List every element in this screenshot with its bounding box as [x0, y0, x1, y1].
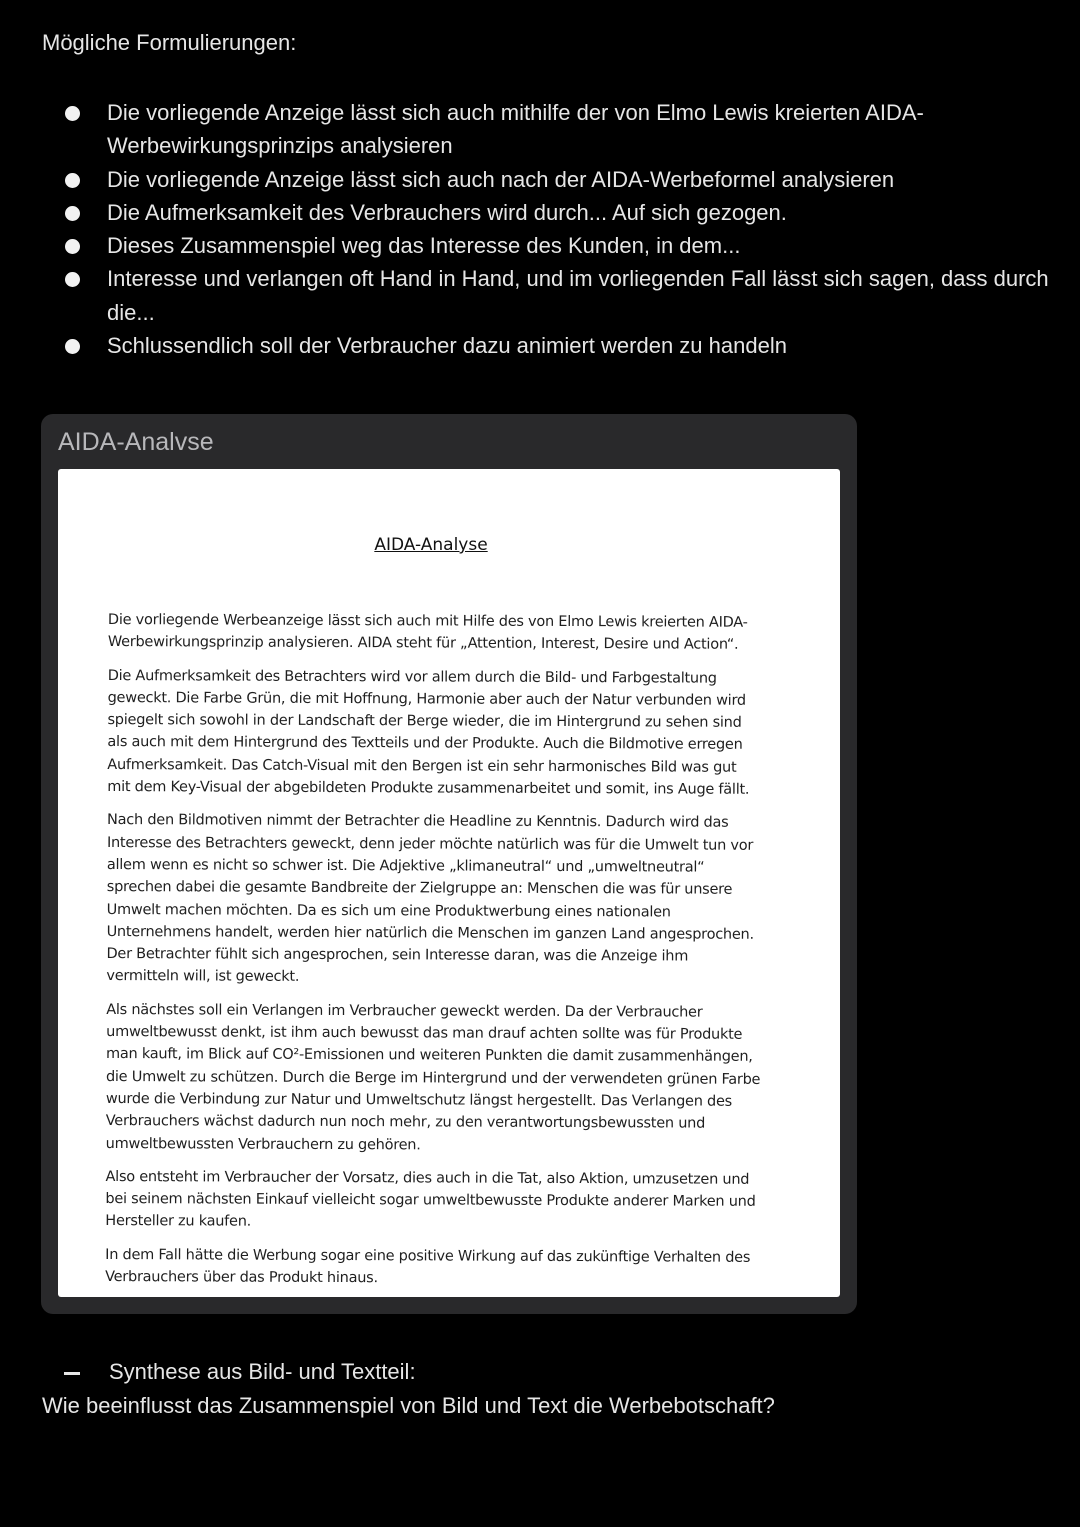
list-item-text: Die vorliegende Anzeige lässt sich auch nach der AIDA-Werbeformel analysieren [107, 166, 895, 192]
synthesis-question: Wie beeinflusst das Zusammenspiel von Bild und Text die Werbebotschaft? [42, 1393, 775, 1418]
list-item [60, 163, 1050, 196]
bullet-icon [65, 339, 80, 354]
document-paragraph: In dem Fall hätte die Werbung sogar eine positive Wirkung auf das zukünftige Verhalten des Verbrauchers über das Produkt hinaus. [105, 1246, 751, 1287]
attachment-title: AIDA-Analvse [58, 428, 214, 456]
formulation-list [60, 96, 1050, 362]
list-item-text: Die Aufmerksamkeit des Verbrauchers wird durch... Auf sich gezogen. [107, 199, 787, 225]
bullet-icon [65, 239, 80, 254]
document-paragraph: Also entsteht im Verbraucher der Vorsatz, dies auch in die Tat, also Aktion, umzusetzen und bei seinem nächsten Einkauf vielleicht sogar umweltbewusste Produkte anderer Marken und Hersteller zu kaufen. [105, 1168, 756, 1231]
list-item-text: Schlussendlich soll der Verbraucher dazu animiert werden zu handeln [107, 333, 787, 359]
bullet-icon [65, 173, 80, 188]
list-item [60, 96, 1050, 163]
list-item [60, 329, 1050, 362]
attachment-card[interactable] [41, 414, 857, 1314]
list-item [60, 196, 1050, 229]
document-title: AIDA-Analyse [374, 535, 488, 555]
document-paragraph: Nach den Bildmotiven nimmt der Betrachter die Headline zu Kenntnis. Dadurch wird das Interesse des Betrachters geweckt, denn jeder möchte natürlich was für die Umwelt tun vor allem wenn es nicht so schwer ist. Die Adjektive „klimaneutral“ und „umweltneutral“ sprechen dabei die gesamte Bandbreite der Zielgruppe an: Menschen die was für unsere Umwelt machen möchten. Da es sich um eine Produktwerbung eines nationalen Unternehmens handelt, werden hier natürlich die Menschen im ganzen Land angesprochen. Der Betrachter fühlt sich angesprochen, sein Interesse daran, was die Anzeige ihm vermitteln will, ist geweckt. [106, 812, 754, 986]
document-paragraph: Die Aufmerksamkeit des Betrachters wird vor allem durch die Bild- und Farbgestaltung geweckt. Die Farbe Grün, die mit Hoffnung, Harmonie aber auch der Natur verbunden wird spiegelt sich sowohl in der Landschaft der Berge wieder, die im Hintergrund zu sehen sind als auch mit dem Hintergrund des Textteils und der Produkte. Auch die Bildmotive erregen Aufmerksamkeit. Das Catch-Visual mit den Bergen ist ein sehr harmonisches Bild was gut mit dem Key-Visual der abgebildeten Produkte zusammenarbeitet und somit, ins Auge fällt. [107, 667, 750, 798]
document-body [105, 609, 763, 1302]
document-paragraph: Als nächstes soll ein Verlangen im Verbraucher geweckt werden. Da der Verbraucher umweltbewusst denkt, ist ihm auch bewusst das man drauf achten sollte was für Produkte man kauft, im Blick auf CO²-Emissionen und weiteren Punkten die damit zusammenhängen, die Umwelt zu schützen. Durch die Berge im Hintergrund und der verwendeten grünen Farbe wurde die Verbindung zur Natur und Umweltschutz längst hergestellt. Das Verlangen des Verbrauchers wächst dadurch nun noch mehr, zu den verantwortungsbewussten und umweltbewussten Verbrauchern zu gehören. [105, 1001, 761, 1153]
dash-icon [64, 1372, 80, 1375]
bullet-icon [65, 206, 80, 221]
list-item-text: Interesse und verlangen oft Hand in Hand, und im vorliegenden Fall lässt sich sagen, dass durch die... [107, 266, 1049, 325]
list-item [60, 262, 1050, 329]
bullet-icon [65, 106, 80, 121]
list-item-text: Dieses Zusammenspiel weg das Interesse des Kunden, in dem... [107, 233, 741, 259]
bullet-icon [65, 272, 80, 287]
document-page [58, 469, 840, 1297]
synthesis-item [60, 1359, 416, 1385]
document-paragraph: Die vorliegende Werbeanzeige lässt sich auch mit Hilfe des von Elmo Lewis kreierten AIDA-Werbewirkungsprinzip analysieren. AIDA steht für „Attention, Interest, Desire und Action“. [107, 612, 748, 654]
list-item [60, 229, 1050, 262]
synthesis-label: Synthese aus Bild- und Textteil: [109, 1359, 416, 1384]
list-item-text: Die vorliegende Anzeige lässt sich auch mithilfe der von Elmo Lewis kreierten AIDA-Werbewirkungsprinzips analysieren [107, 100, 924, 159]
page-heading: Mögliche Formulierungen: [42, 30, 297, 55]
